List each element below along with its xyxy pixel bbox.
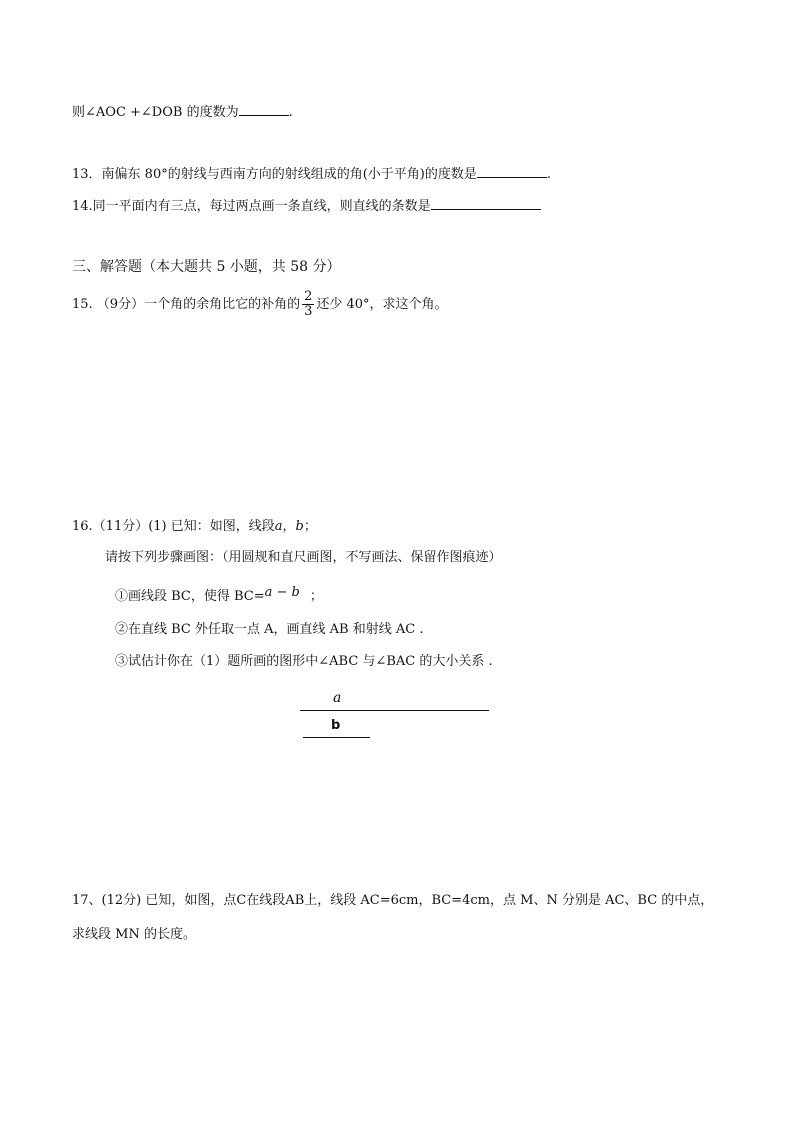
var-b: b: [295, 519, 304, 534]
segment-a: [300, 710, 489, 711]
segment-b: [303, 737, 370, 738]
q17-line2: 求线段 MN 的长度。: [72, 927, 196, 942]
q16-step3: ③试估计你在（1）题所画的图形中∠ABC 与∠BAC 的大小关系 .: [115, 654, 493, 669]
q13-answer-blank: [477, 164, 547, 178]
step1-expr: a − b: [264, 585, 300, 600]
q16-line1-suffix: ；: [303, 519, 317, 534]
q14-text: 14.同一平面内有三点，每过两点画一条直线，则直线的条数是: [72, 199, 431, 214]
q14: [72, 196, 541, 216]
step1-suffix: ；: [309, 589, 323, 604]
q14-answer-blank: [431, 196, 541, 210]
q13-suffix: .: [546, 167, 552, 182]
fraction-two-thirds: [302, 290, 314, 319]
q15: [72, 290, 448, 319]
section-3-title: 三、解答题（本大题共 5 小题，共 58 分）: [72, 259, 341, 275]
q15-suffix: 还少 40°，求这个角。: [316, 297, 448, 312]
step1-prefix: ①画线段 BC，使得 BC=: [115, 589, 265, 604]
segment-b-label: b: [331, 718, 341, 733]
segment-a-label: a: [333, 690, 342, 706]
q12-tail: [72, 102, 293, 122]
q16-line1: [72, 518, 317, 536]
q16-step1: [115, 585, 323, 606]
q16-step2: ②在直线 BC 外任取一点 A，画直线 AB 和射线 AC .: [115, 622, 424, 637]
q13-text: 13．南偏东 80°的射线与西南方向的射线组成的角(小于平角)的度数是: [72, 167, 477, 182]
q12-text: 则∠AOC +∠DOB 的度数为: [72, 105, 239, 120]
q17-line1: 17、(12分) 已知，如图，点C在线段AB上，线段 AC=6cm，BC=4cm，点 M、N 分别是 AC、BC 的中点，: [72, 893, 714, 908]
q13: [72, 164, 551, 184]
q12-answer-blank: [239, 102, 289, 116]
q12-suffix: .: [288, 105, 293, 120]
q16-instruction: 请按下列步骤画图：（用圆规和直尺画图，不写画法、保留作图痕迹）: [105, 550, 502, 565]
var-a: a: [274, 519, 283, 534]
q16-prefix: 16.（11分）(1) 已知：如图，线段: [72, 519, 275, 534]
fraction-denominator: 3: [304, 304, 313, 319]
fraction-numerator: 2: [304, 289, 313, 304]
q16-sep: ，: [282, 519, 296, 534]
q15-prefix: 15. （9分）一个角的余角比它的补角的: [72, 297, 301, 312]
